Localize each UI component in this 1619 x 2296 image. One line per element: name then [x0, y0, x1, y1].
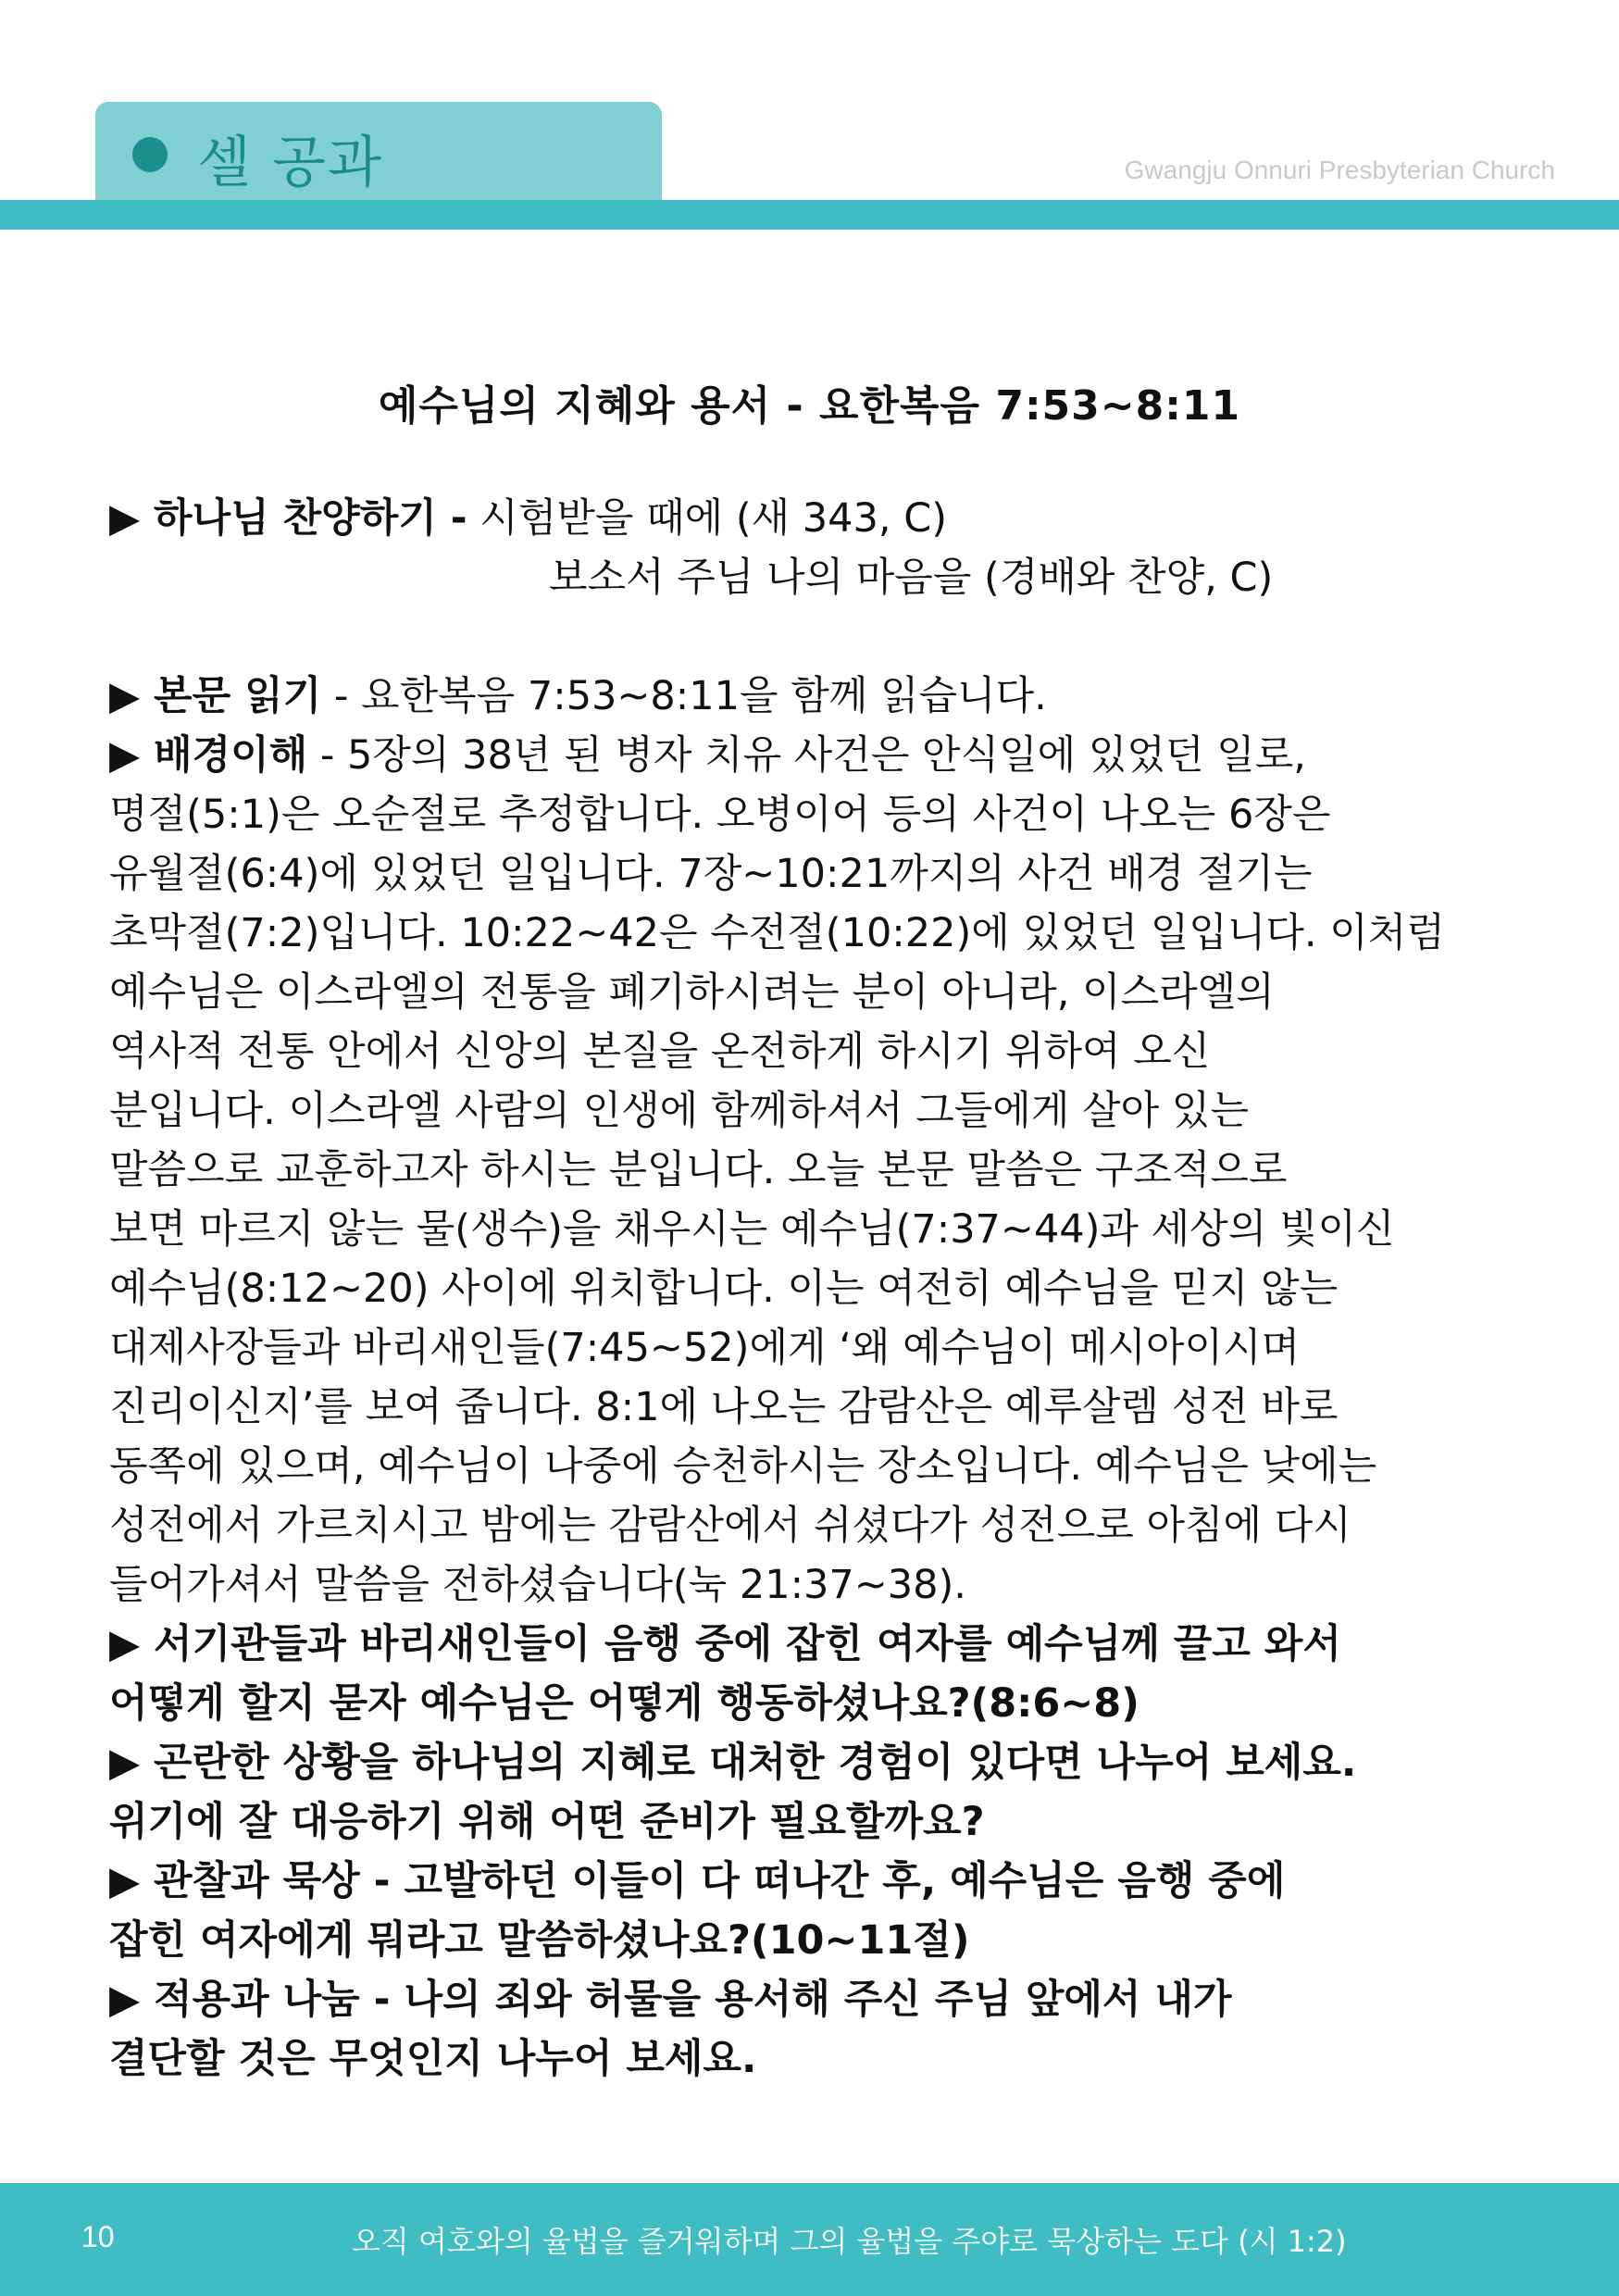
- background-text: 말씀으로 교훈하고자 하시는 분입니다. 오늘 본문 말씀은 구조적으로: [109, 1147, 1288, 1193]
- church-name: Gwangju Onnuri Presbyterian Church: [1124, 156, 1555, 184]
- question-3-cont: 잡힌 여자에게 뭐라고 말씀하셨나요?(10~11절): [109, 1917, 970, 1964]
- reading-label: ▶ 본문 읽기: [109, 673, 322, 719]
- background-text: 성전에서 가르치시고 밤에는 감람산에서 쉬셨다가 성전으로 아침에 다시: [109, 1503, 1351, 1549]
- background-text: 진리이신지’를 보여 줍니다. 8:1에 나오는 감람산은 예루살렘 성전 바로: [109, 1384, 1339, 1430]
- footer-bar: [0, 2183, 1619, 2296]
- question-1-cont: 어떻게 할지 묻자 예수님은 어떻게 행동하셨나요?(8:6~8): [109, 1680, 1140, 1727]
- background-text: 예수님(8:12~20) 사이에 위치합니다. 이는 여전히 예수님을 믿지 않는: [109, 1266, 1339, 1312]
- praise-song-2: 보소서 주님 나의 마음을 (경배와 찬양, C): [549, 555, 1274, 601]
- page-title: 예수님의 지혜와 용서 - 요한복음 7:53~8:11: [378, 382, 1241, 430]
- background-text: 역사적 전통 안에서 신앙의 본질을 온전하게 하시기 위하여 오신: [109, 1029, 1211, 1075]
- header-tab: [95, 102, 662, 204]
- praise-song-1: 시험받을 때에 (새 343, C): [467, 495, 948, 542]
- question-4-cont: 결단할 것은 무엇인지 나누어 보세요.: [109, 2036, 757, 2082]
- background-text: 보면 마르지 않는 물(생수)을 채우시는 예수님(7:37~44)과 세상의 빛이신: [109, 1206, 1395, 1253]
- section-title: 셀 공과: [197, 131, 383, 195]
- spacer: [109, 607, 1544, 667]
- background-text: 예수님은 이스라엘의 전통을 폐기하시려는 분이 아니라, 이스라엘의: [109, 969, 1275, 1016]
- background-line: [109, 726, 1544, 785]
- question-2: ▶ 곤란한 상황을 하나님의 지혜로 대처한 경험이 있다면 나누어 보세요.: [109, 1740, 1357, 1786]
- background-text: 동쪽에 있으며, 예수님이 나중에 승천하시는 장소입니다. 예수님은 낮에는: [109, 1443, 1377, 1490]
- background-text: - 5장의 38년 된 병자 치유 사건은 안식일에 있었던 일로,: [307, 732, 1306, 779]
- bullet-dot-icon: [132, 137, 168, 172]
- background-text: 초막절(7:2)입니다. 10:22~42은 수전절(10:22)에 있었던 일입니다. 이처럼: [109, 910, 1445, 956]
- background-label: ▶ 배경이해: [109, 732, 308, 779]
- question-3: ▶ 관찰과 묵상 - 고발하던 이들이 다 떠나간 후, 예수님은 음행 중에: [109, 1858, 1286, 1904]
- background-text: 들어가셔서 말씀을 전하셨습니다(눅 21:37~38).: [109, 1562, 966, 1608]
- background-text: 분입니다. 이스라엘 사람의 인생에 함께하셔서 그들에게 살아 있는: [109, 1088, 1249, 1134]
- page-number: 10: [81, 2220, 115, 2253]
- reading-line: [109, 667, 1544, 726]
- header-bar: [0, 200, 1619, 230]
- question-4: ▶ 적용과 나눔 - 나의 죄와 허물을 용서해 주신 주님 앞에서 내가: [109, 1977, 1232, 2023]
- question-1: ▶ 서기관들과 바리새인들이 음행 중에 잡힌 여자를 예수님께 끌고 와서: [109, 1621, 1341, 1667]
- reading-text: - 요한복음 7:53~8:11을 함께 읽습니다.: [321, 673, 1047, 719]
- question-2-cont: 위기에 잘 대응하기 위해 어떤 준비가 필요할까요?: [109, 1799, 985, 1845]
- background-text: 유월절(6:4)에 있었던 일입니다. 7장~10:21까지의 사건 배경 절기는: [109, 851, 1313, 897]
- footer-verse: 오직 여호와의 율법을 즐거워하며 그의 율법을 주야로 묵상하는 도다 (시 1:2): [352, 2224, 1347, 2259]
- background-text: 대제사장들과 바리새인들(7:45~52)에게 ‘왜 예수님이 메시아이시며: [109, 1325, 1301, 1371]
- lesson-content: [109, 489, 1544, 2089]
- praise-line: [109, 489, 1544, 548]
- background-text: 명절(5:1)은 오순절로 추정합니다. 오병이어 등의 사건이 나오는 6장은: [109, 792, 1331, 838]
- praise-label: ▶ 하나님 찬양하기 -: [109, 495, 467, 542]
